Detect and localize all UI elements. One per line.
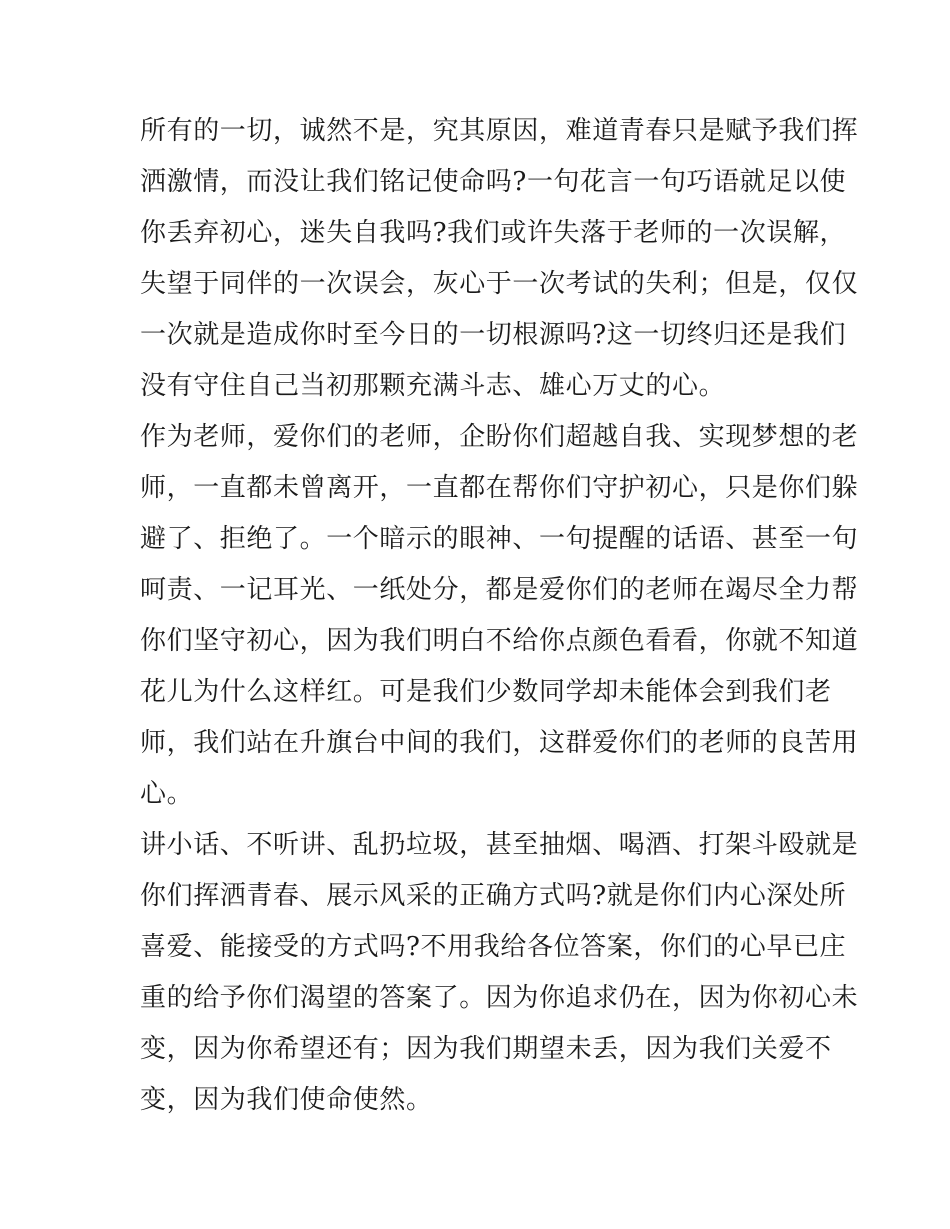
text-line: 重的给予你们渴望的答案了。因为你追求仍在，因为你初心未	[140, 983, 859, 1013]
text-line: 变，因为你希望还有；因为我们期望未丢，因为我们关爱不	[140, 1034, 832, 1064]
text-line: 花儿为什么这样红。可是我们少数同学却未能体会到我们老	[140, 677, 832, 707]
text-line: 洒激情，而没让我们铭记使命吗?一句花言一句巧语就足以使	[140, 167, 847, 197]
text-line: 讲小话、不听讲、乱扔垃圾，甚至抽烟、喝酒、打架斗殴就是	[140, 830, 859, 860]
text-line: 心。	[140, 779, 194, 809]
text-line: 作为老师，爱你们的老师，企盼你们超越自我、实现梦想的老	[140, 422, 859, 452]
paragraph-2	[140, 412, 859, 820]
text-line: 失望于同伴的一次误会，灰心于一次考试的失利；但是，仅仅	[140, 269, 859, 299]
text-line: 所有的一切，诚然不是，究其原因，难道青春只是赋予我们挥	[140, 116, 859, 146]
text-line: 呵责、一记耳光、一纸处分，都是爱你们的老师在竭尽全力帮	[140, 575, 859, 605]
text-line: 喜爱、能接受的方式吗?不用我给各位答案，你们的心早已庄	[140, 932, 847, 962]
text-line: 师，我们站在升旗台中间的我们，这群爱你们的老师的良苦用	[140, 728, 859, 758]
text-line: 师，一直都未曾离开，一直都在帮你们守护初心，只是你们躲	[140, 473, 859, 503]
text-line: 你们挥洒青春、展示风采的正确方式吗?就是你们内心深处所	[140, 881, 847, 911]
text-line: 你们坚守初心，因为我们明白不给你点颜色看看，你就不知道	[140, 626, 859, 656]
text-line: 一次就是造成你时至今日的一切根源吗?这一切终归还是我们	[140, 320, 847, 350]
document-body	[140, 106, 859, 1126]
text-line: 变，因为我们使命使然。	[140, 1085, 433, 1115]
text-line: 避了、拒绝了。一个暗示的眼神、一句提醒的话语、甚至一句	[140, 524, 859, 554]
paragraph-1	[140, 106, 859, 412]
text-line: 你丢弃初心，迷失自我吗?我们或许失落于老师的一次误解，	[140, 218, 847, 248]
text-line: 没有守住自己当初那颗充满斗志、雄心万丈的心。	[140, 371, 726, 401]
paragraph-3	[140, 820, 859, 1126]
